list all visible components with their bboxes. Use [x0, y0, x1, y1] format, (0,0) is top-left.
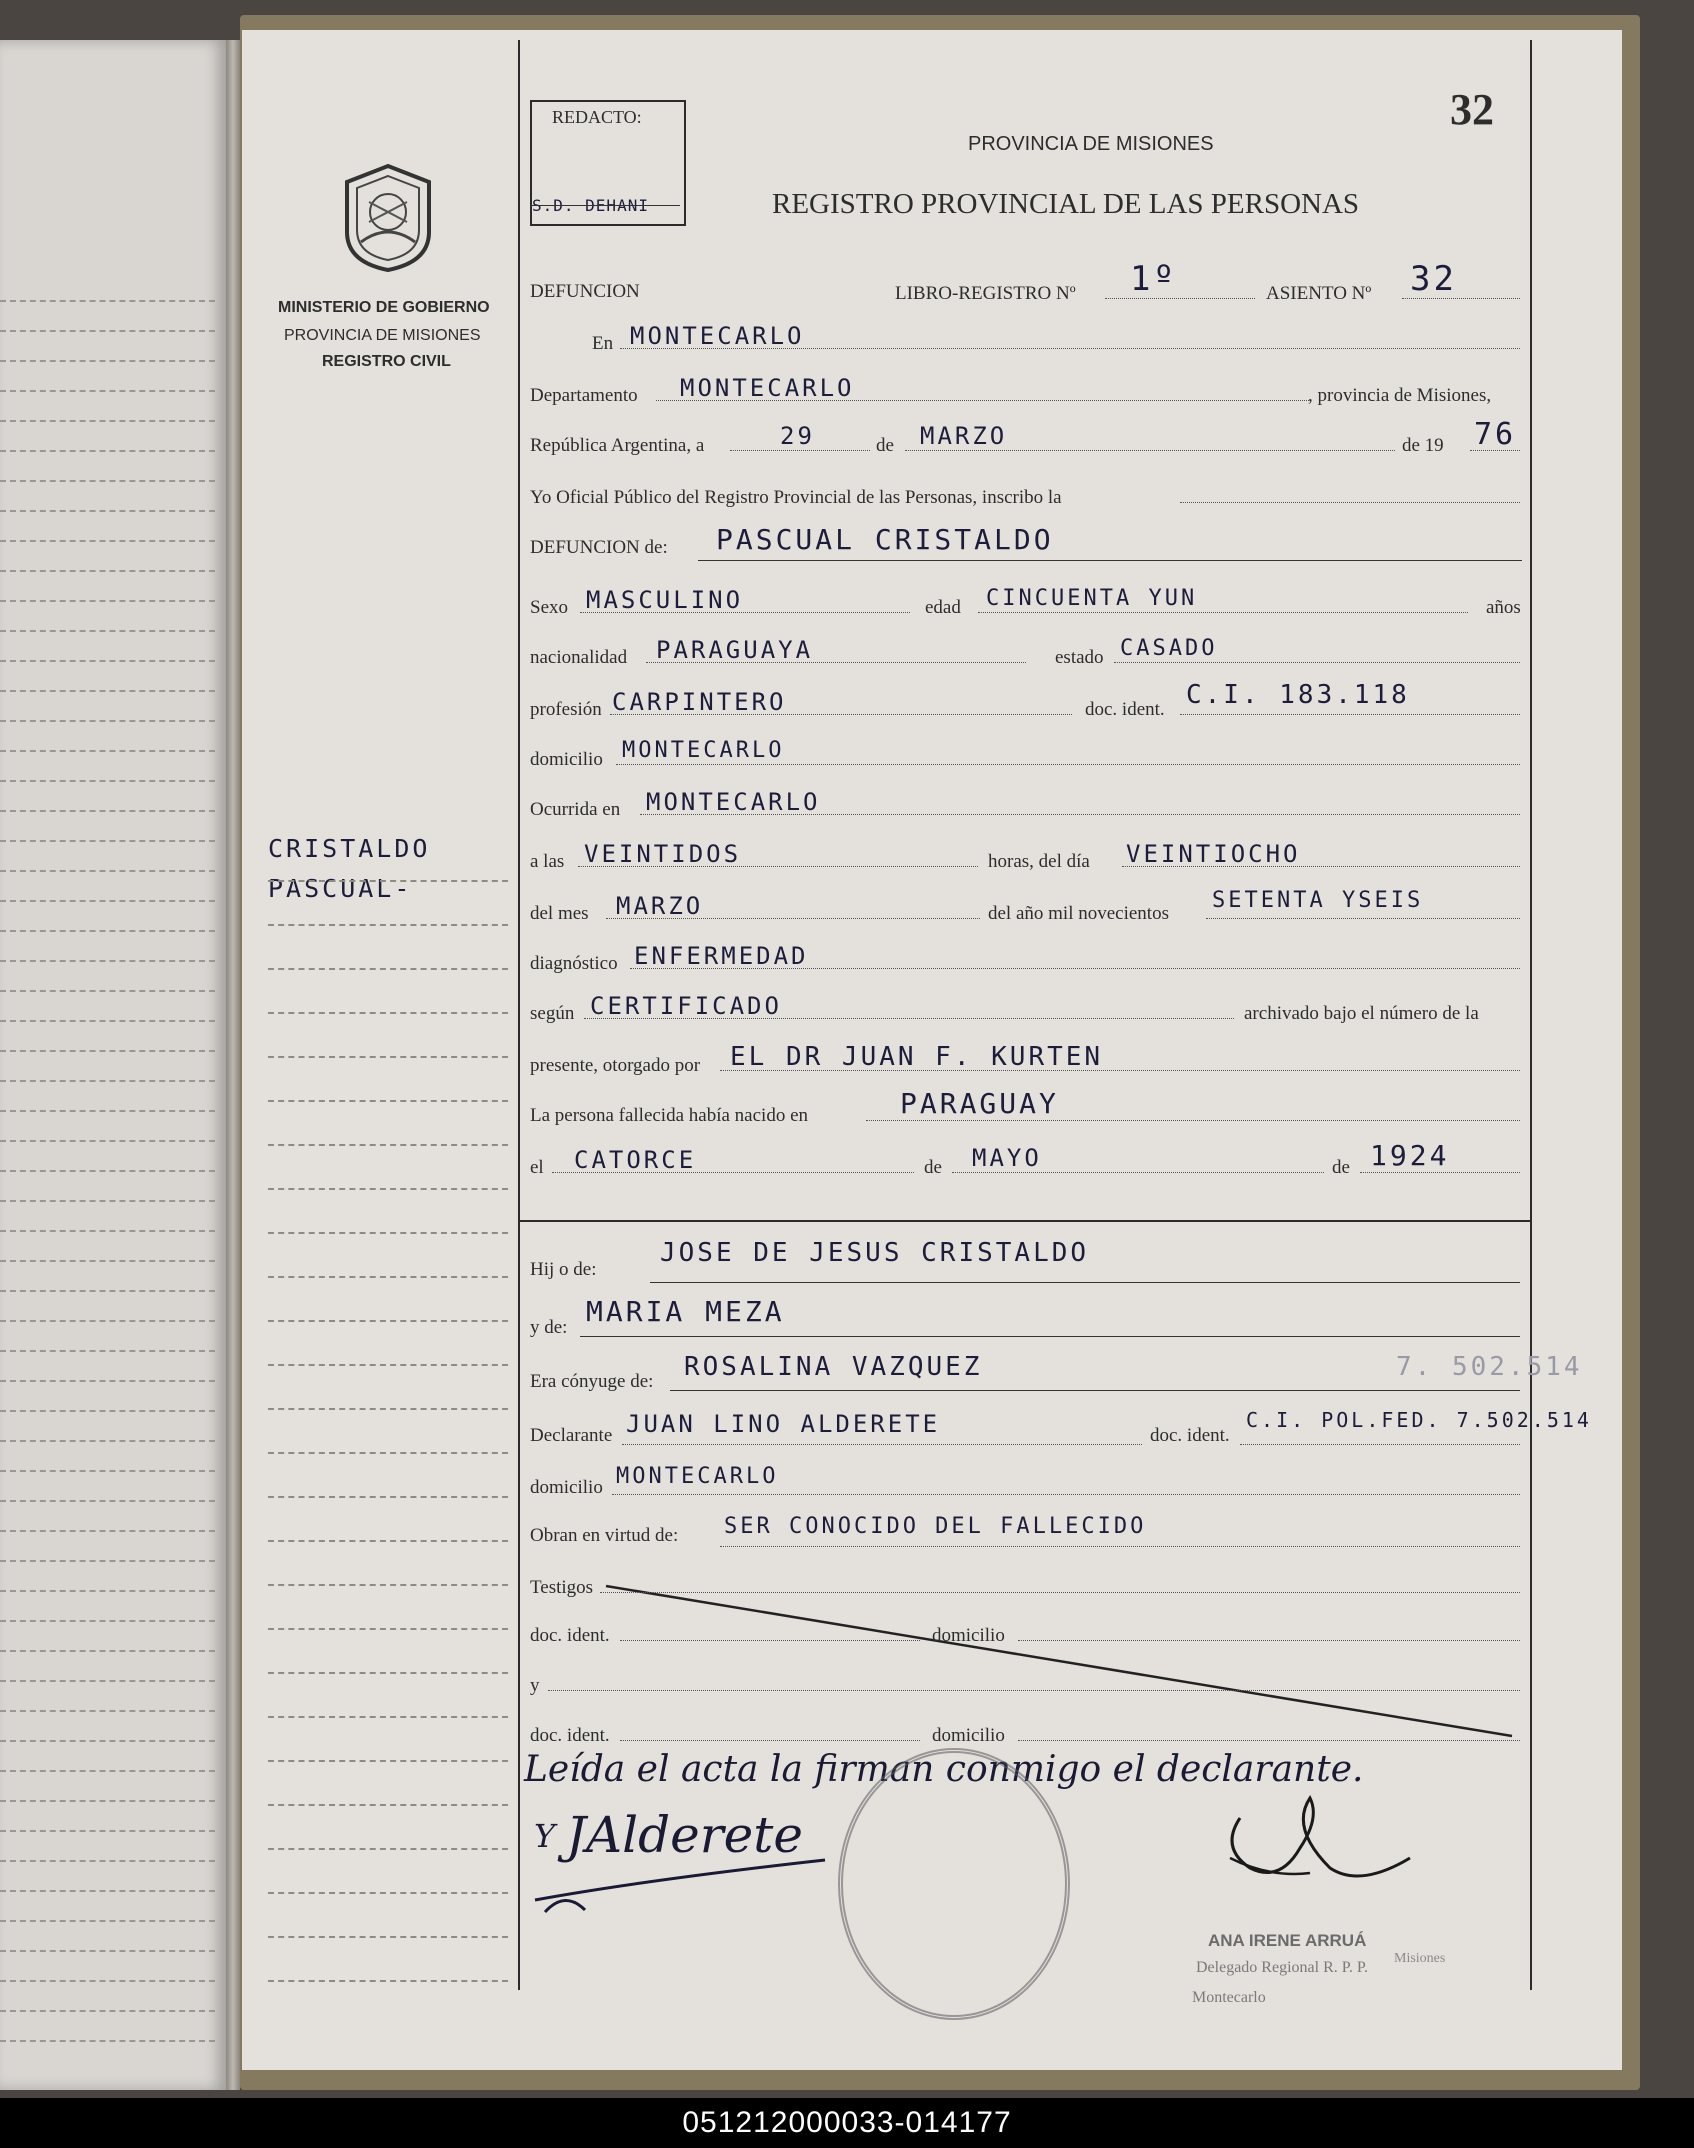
- segun-label: según: [530, 1003, 575, 1024]
- margin-rule: [268, 1232, 508, 1234]
- left-page-rule: [0, 420, 215, 422]
- book-gutter: [226, 40, 240, 2090]
- redacto-label: REDACTO:: [552, 107, 642, 127]
- left-page-rule: [0, 1770, 215, 1772]
- birth-de2: de: [1332, 1157, 1350, 1178]
- declarante-dom-line: [612, 1494, 1520, 1495]
- date-day: 29: [780, 422, 815, 450]
- left-page-rule: [0, 1530, 215, 1532]
- mother-line: [580, 1336, 1520, 1337]
- left-page-rule: [0, 690, 215, 692]
- edad-line: [978, 612, 1468, 613]
- left-page-rule: [0, 1170, 215, 1172]
- margin-rule: [268, 1760, 508, 1762]
- defuncion-label: DEFUNCION: [530, 281, 640, 302]
- margin-rule: [268, 1144, 508, 1146]
- nacionalidad-label: nacionalidad: [530, 647, 628, 668]
- provincia-text: , provincia de Misiones,: [1308, 385, 1492, 406]
- official-province: Misiones: [1394, 1951, 1446, 1966]
- left-page-rule: [0, 2010, 215, 2012]
- left-page-rule: [0, 390, 215, 392]
- en-label: En: [592, 333, 614, 354]
- domicilio-label: domicilio: [530, 749, 603, 770]
- declarante-dom-label: domicilio: [530, 1477, 603, 1498]
- margin-rule: [268, 1584, 508, 1586]
- doc-label: doc. ident.: [1085, 699, 1165, 720]
- presente-label: presente, otorgado por: [530, 1055, 701, 1076]
- estado-label: estado: [1055, 647, 1104, 668]
- birth-day: CATORCE: [574, 1146, 697, 1174]
- en-value: MONTECARLO: [630, 322, 805, 350]
- left-page-rule: [0, 660, 215, 662]
- anio-label: del año mil novecientos: [988, 903, 1169, 924]
- left-page-rule: [0, 1050, 215, 1052]
- left-page-rule: [0, 1890, 215, 1892]
- ministry-province: PROVINCIA DE MISIONES: [284, 327, 481, 344]
- witness-y-label: y: [530, 1675, 540, 1696]
- left-page-rule: [0, 630, 215, 632]
- left-page-rule: [0, 480, 215, 482]
- margin-rule: [268, 924, 508, 926]
- day-line: [730, 450, 870, 451]
- margin-rule: [268, 1496, 508, 1498]
- left-page-rule: [0, 600, 215, 602]
- margin-rule: [268, 1540, 508, 1542]
- deceased-name: PASCUAL CRISTALDO: [716, 523, 1054, 556]
- margin-rule: [268, 1188, 508, 1190]
- province-heading: PROVINCIA DE MISIONES: [968, 133, 1214, 155]
- left-page-rule: [0, 1650, 215, 1652]
- left-page-rule: [0, 450, 215, 452]
- left-page-rule: [0, 1950, 215, 1952]
- alas-value: VEINTIDOS: [584, 840, 742, 868]
- left-page: [0, 40, 226, 2090]
- left-page-rule: [0, 1680, 215, 1682]
- diagnostico-value: ENFERMEDAD: [634, 942, 809, 970]
- obran-label: Obran en virtud de:: [530, 1525, 679, 1546]
- left-page-rule: [0, 750, 215, 752]
- doc-line: [1180, 714, 1520, 715]
- month-line: [905, 450, 1395, 451]
- left-page-rule: [0, 1860, 215, 1862]
- republica-label: República Argentina, a: [530, 435, 705, 456]
- signature-flourish-icon: [525, 1840, 845, 1920]
- margin-rule: [268, 1936, 508, 1938]
- conyuge-label: Era cónyuge de:: [530, 1371, 654, 1392]
- estado-value: CASADO: [1120, 636, 1218, 661]
- witness-strike-line: [600, 1580, 1520, 1740]
- yde-label: y de:: [530, 1317, 568, 1338]
- delmes-label: del mes: [530, 903, 589, 924]
- redacto-value: S.D. DEHANI: [532, 196, 649, 215]
- left-page-rule: [0, 1080, 215, 1082]
- asiento-label: ASIENTO Nº: [1266, 283, 1372, 304]
- left-page-rule: [0, 960, 215, 962]
- sexo-value: MASCULINO: [586, 586, 744, 614]
- left-page-rule: [0, 1140, 215, 1142]
- section-divider: [518, 1220, 1530, 1222]
- left-page-rule: [0, 1290, 215, 1292]
- ministry-title: MINISTERIO DE GOBIERNO: [278, 299, 490, 316]
- edad-label: edad: [925, 597, 961, 618]
- spouse-faded: 7. 502.514: [1396, 1352, 1583, 1382]
- redacto-rule: [530, 205, 680, 206]
- profesion-value: CARPINTERO: [612, 688, 787, 716]
- left-page-rule: [0, 1920, 215, 1922]
- witness2-dom-line: [1018, 1740, 1520, 1741]
- left-page-rule: [0, 1260, 215, 1262]
- declarante-name: JUAN LINO ALDERETE: [626, 1410, 941, 1438]
- document-id: 051212000033-014177: [682, 2106, 1012, 2139]
- nacionalidad-value: PARAGUAYA: [656, 636, 814, 664]
- horas-label: horas, del día: [988, 851, 1090, 872]
- margin-note-name: PASCUAL-: [268, 874, 413, 903]
- left-page-rule: [0, 720, 215, 722]
- archivado-text: archivado bajo el número de la: [1244, 1003, 1479, 1024]
- departamento-label: Departamento: [530, 385, 638, 406]
- left-page-rule: [0, 810, 215, 812]
- left-page-rule: [0, 1350, 215, 1352]
- left-page-rule: [0, 1740, 215, 1742]
- witness2-doc-label: doc. ident.: [530, 1725, 610, 1746]
- left-page-rule: [0, 1560, 215, 1562]
- witness2-doc-line: [620, 1740, 920, 1741]
- left-page-rule: [0, 1800, 215, 1802]
- left-page-rule: [0, 540, 215, 542]
- margin-rule: [268, 1320, 508, 1322]
- obran-value: SER CONOCIDO DEL FALLECIDO: [724, 1514, 1147, 1539]
- left-page-rule: [0, 990, 215, 992]
- margin-rule: [268, 1408, 508, 1410]
- left-page-rule: [0, 1620, 215, 1622]
- frame-right-line: [1530, 40, 1532, 1990]
- oficial-text: Yo Oficial Público del Registro Provincial de las Personas, inscribo la: [530, 487, 1062, 508]
- margin-rule: [268, 1364, 508, 1366]
- date-year: 76: [1474, 417, 1517, 452]
- nacido-value: PARAGUAY: [900, 1087, 1059, 1120]
- mes-value: MARZO: [616, 892, 704, 920]
- defuncion-de-label: DEFUNCION de:: [530, 537, 668, 558]
- left-page-rule: [0, 1830, 215, 1832]
- witness1-dom-label: domicilio: [932, 1625, 1005, 1646]
- name-line: [698, 560, 1522, 561]
- margin-rule: [268, 880, 508, 882]
- birth-year: 1924: [1370, 1139, 1450, 1172]
- margin-rule: [268, 1056, 508, 1058]
- domicilio-line: [616, 764, 1520, 765]
- sexo-label: Sexo: [530, 597, 568, 618]
- margin-rule: [268, 1892, 508, 1894]
- margin-rule: [268, 1848, 508, 1850]
- margin-note-surname: CRISTALDO: [268, 834, 431, 863]
- official-name: ANA IRENE ARRUÁ: [1208, 1931, 1367, 1950]
- left-page-rule: [0, 900, 215, 902]
- father-name: JOSE DE JESUS CRISTALDO: [660, 1238, 1090, 1268]
- left-page-rule: [0, 1230, 215, 1232]
- spouse-line: [670, 1390, 1520, 1391]
- oficial-line: [1180, 502, 1520, 503]
- ministry-registry: REGISTRO CIVIL: [322, 353, 451, 370]
- declarante-dom: MONTECARLO: [616, 1464, 779, 1489]
- closing-y: Y: [534, 1817, 556, 1855]
- left-page-rule: [0, 870, 215, 872]
- left-page-rule: [0, 360, 215, 362]
- left-page-rule: [0, 1320, 215, 1322]
- declarante-doc-label: doc. ident.: [1150, 1425, 1230, 1446]
- presente-value: EL DR JUAN F. KURTEN: [730, 1042, 1104, 1072]
- left-page-rule: [0, 1440, 215, 1442]
- ocurrida-label: Ocurrida en: [530, 799, 621, 820]
- anio-value: SETENTA YSEIS: [1212, 888, 1424, 913]
- margin-rule: [268, 1672, 508, 1674]
- doc-value: C.I. 183.118: [1186, 680, 1410, 710]
- libro-value: 1º: [1130, 259, 1177, 299]
- left-page-rule: [0, 1110, 215, 1112]
- page-number: 32: [1450, 85, 1494, 134]
- provincial-seal-icon: [339, 162, 437, 274]
- left-page-rule: [0, 300, 215, 302]
- spouse-name: ROSALINA VAZQUEZ: [684, 1352, 983, 1382]
- left-page-rule: [0, 780, 215, 782]
- el-label: el: [530, 1157, 544, 1178]
- frame-left-line: [518, 40, 520, 1990]
- father-line: [650, 1282, 1520, 1283]
- left-page-rule: [0, 510, 215, 512]
- witness1-dom-line: [1018, 1640, 1520, 1641]
- margin-rule: [268, 1276, 508, 1278]
- year-label: de 19: [1402, 435, 1444, 456]
- edad-value: CINCUENTA YUN: [986, 586, 1198, 611]
- nacido-label: La persona fallecida había nacido en: [530, 1105, 808, 1126]
- margin-rule: [268, 1452, 508, 1454]
- asiento-value: 32: [1410, 259, 1457, 299]
- official-place: Montecarlo: [1192, 1989, 1266, 2006]
- left-page-rule: [0, 1410, 215, 1412]
- profesion-label: profesión: [530, 699, 602, 720]
- witness1-doc-label: doc. ident.: [530, 1625, 610, 1646]
- left-page-rule: [0, 1500, 215, 1502]
- registry-heading: REGISTRO PROVINCIAL DE LAS PERSONAS: [772, 188, 1360, 220]
- anos-label: años: [1486, 597, 1521, 618]
- official-stamp-oval: [838, 1748, 1070, 2020]
- left-page-rule: [0, 570, 215, 572]
- hijo-label: Hij o de:: [530, 1259, 597, 1280]
- witness1-doc-line: [620, 1640, 920, 1641]
- declarante-doc-line: [1240, 1444, 1520, 1445]
- closing-statement: Leída el acta la firman conmigo el declarante.: [524, 1749, 1364, 1790]
- obran-line: [720, 1546, 1520, 1547]
- testigos-label: Testigos: [530, 1577, 594, 1598]
- libro-label: LIBRO-REGISTRO Nº: [895, 283, 1076, 304]
- margin-rule: [268, 1012, 508, 1014]
- left-page-rule: [0, 2040, 215, 2042]
- margin-rule: [268, 1716, 508, 1718]
- margin-rule: [268, 1100, 508, 1102]
- left-page-rule: [0, 1590, 215, 1592]
- left-page-rule: [0, 1200, 215, 1202]
- declarante-line: [622, 1444, 1142, 1445]
- official-title: Delegado Regional R. P. P.: [1196, 1959, 1368, 1976]
- left-page-rule: [0, 1980, 215, 1982]
- libro-line: [1105, 298, 1255, 299]
- diagnostico-label: diagnóstico: [530, 953, 618, 974]
- mother-name: MARIA MEZA: [586, 1295, 785, 1328]
- left-page-rule: [0, 1380, 215, 1382]
- dia-value: VEINTIOCHO: [1126, 840, 1301, 868]
- alas-label: a las: [530, 851, 565, 872]
- birth-month-line: [952, 1172, 1324, 1173]
- declarante-doc: C.I. POL.FED. 7.502.514: [1246, 1408, 1592, 1432]
- anio-line: [1206, 918, 1520, 919]
- witness2-line: [548, 1690, 1520, 1691]
- ocurrida-value: MONTECARLO: [646, 788, 821, 816]
- birth-year-line: [1360, 1172, 1520, 1173]
- segun-value: CERTIFICADO: [590, 992, 782, 1020]
- official-signature-icon: [1210, 1788, 1420, 1908]
- birth-month: MAYO: [972, 1144, 1042, 1172]
- margin-rule: [268, 1804, 508, 1806]
- estado-line: [1114, 662, 1520, 663]
- declarante-label: Declarante: [530, 1425, 613, 1446]
- nacido-line: [866, 1120, 1520, 1121]
- birth-de1: de: [924, 1157, 942, 1178]
- left-page-rule: [0, 840, 215, 842]
- declarante-signature: JAlderete: [566, 1806, 803, 1864]
- left-page-rule: [0, 1020, 215, 1022]
- left-page-rule: [0, 330, 215, 332]
- testigos-line: [600, 1592, 1520, 1593]
- footer-bar: [0, 2098, 1694, 2148]
- margin-rule: [268, 1628, 508, 1630]
- left-page-rule: [0, 930, 215, 932]
- de-label: de: [876, 435, 894, 456]
- witness2-dom-label: domicilio: [932, 1725, 1005, 1746]
- domicilio-value: MONTECARLO: [622, 738, 785, 763]
- departamento-value: MONTECARLO: [680, 374, 855, 402]
- margin-rule: [268, 1980, 508, 1982]
- left-page-rule: [0, 1710, 215, 1712]
- margin-rule: [268, 968, 508, 970]
- date-month: MARZO: [920, 422, 1008, 450]
- left-page-rule: [0, 1470, 215, 1472]
